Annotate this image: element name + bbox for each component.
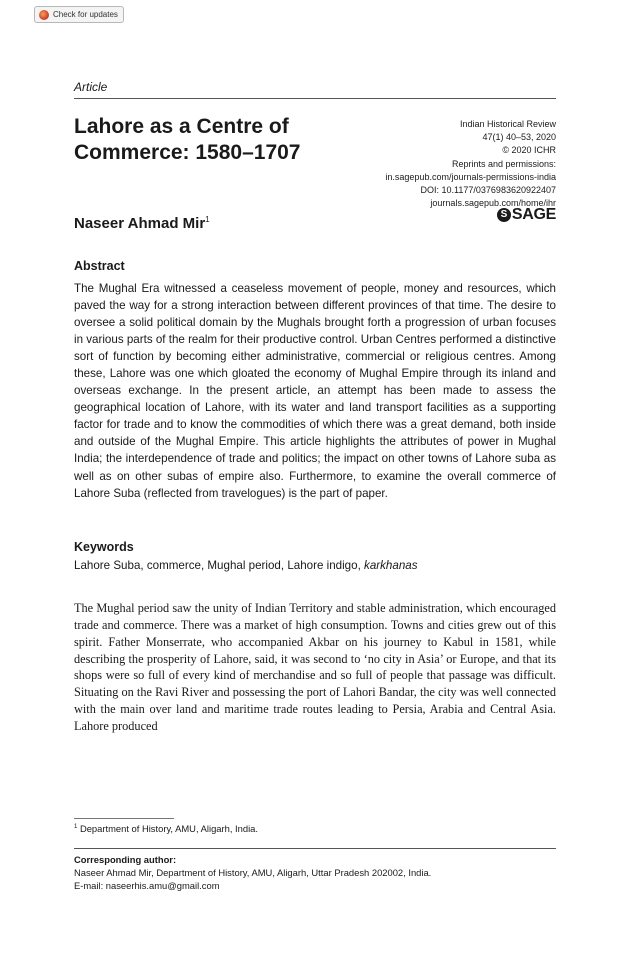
journal-metadata [336,118,556,210]
journal-name: Indian Historical Review [459,119,556,129]
corresponding-author-email[interactable]: E-mail: naseerhis.amu@gmail.com [74,880,220,891]
check-for-updates-button[interactable] [34,6,124,23]
keywords-italic-term: karkhanas [364,559,418,572]
doi-link[interactable]: DOI: 10.1177/0376983620922407 [420,185,556,196]
paper-title-line-2: Commerce: 1580–1707 [74,141,301,164]
keywords-text [74,558,556,573]
check-for-updates-label: Check for updates [53,10,118,19]
sage-logo-text: SAGE [511,206,556,223]
sage-logo-icon: S [497,208,511,222]
abstract-text: The Mughal Era witnessed a ceaseless movement of people, money and resources, which paved the way for a strong interaction between different provinces of that time. The desire to oversee a solid political domain by the Mughals brought forth a progression of urban focuses in various parts of the realm for their productive control. Urban Centres performed a distinctive sort of function by becoming either administrative, commercial or religious centres. Among these, Lahore was one which gloated the economy of Mughal Empire through its inland and overseas exchange. In the present article, an attempt has been made to assess the geographical location of Lahore, with its water and land transport facilities as a supporting factor for trade and to know the commodities of which there was a great demand, both inside and outside of the Mughal Empire. This article highlights the attributes of power in Mughal India; the interdependence of trade and politics; the impact on other towns of Lahore suba as well as on other subas of empire also. Furthermore, to examine the overall commerce of Lahore Suba (reflected from travelogues) is the part of paper. [74,282,557,500]
corresponding-author-heading: Corresponding author: [74,854,177,865]
abstract-heading: Abstract [74,259,125,273]
crossmark-icon [39,10,49,20]
journal-homepage-link[interactable]: journals.sagepub.com/home/ihr [430,198,556,209]
author-name [74,215,210,232]
corresponding-author-address: Naseer Ahmad Mir, Department of History, AMU, Aligarh, Uttar Pradesh 202002, India. [74,867,432,878]
article-type-label: Article [74,80,108,94]
paper-title [74,114,364,166]
body-paragraph: The Mughal period saw the unity of Indian Territory and stable administration, which encouraged trade and commerce. There was a market of high consumption. Towns and cities grew out of this spirit. Father Monserrate, who accompanied Akbar on his journey to Kabul in 1581, while describing the prosperity of Lahore, said, it was second to ‘no city in Asia’ or Europe, and that its shops were so full of every kind of merchandise and so full of people that passage was difficult. Situating on the Ravi River and possessing the port of Lahori Bandar, the city was well connected with the main over land and maritime trade routes leading to Persia, Arabia and Central Asia. Lahore produced [74,601,556,733]
permissions-link[interactable]: in.sagepub.com/journals-permissions-india [385,171,556,182]
header-divider [74,98,556,99]
keywords-heading: Keywords [74,540,134,554]
author-name-text: Naseer Ahmad Mir [74,215,206,232]
footnote [74,823,258,834]
footnote-text: Department of History, AMU, Aligarh, India. [77,823,258,834]
sage-logo [497,206,556,224]
footnote-divider [74,818,174,819]
corresponding-divider [74,848,556,849]
journal-volume: 47(1) 40–53, 2020 [482,132,556,143]
reprints-label: Reprints and permissions: [451,158,556,169]
keywords-list: Lahore Suba, commerce, Mughal period, Lahore indigo, [74,559,365,572]
journal-copyright: © 2020 ICHR [502,145,556,156]
author-affiliation-mark: 1 [205,215,210,224]
paper-title-line-1: Lahore as a Centre of [74,115,289,138]
footnote-mark: 1 [74,823,78,830]
